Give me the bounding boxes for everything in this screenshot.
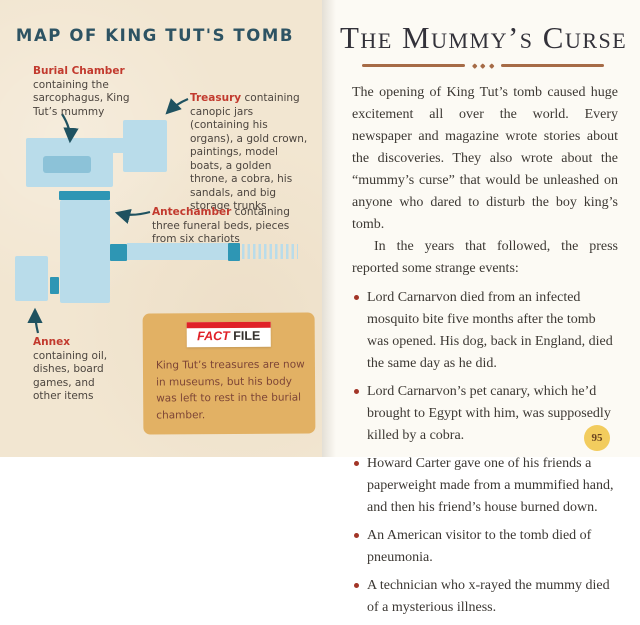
treasury-room [123,120,167,172]
list-item [352,575,618,619]
treasury-arrow [167,99,188,113]
antechamber-label [152,206,310,247]
bullet-icon [354,295,359,300]
bullet-icon [354,583,359,588]
annex-label-text: containing oil, dishes, board games, and other items [33,349,108,402]
bullet-icon [354,389,359,394]
annex-room [15,256,48,301]
list-item [352,453,618,519]
list-item-text: An American visitor to the tomb died of pneumonia. [367,528,592,565]
entrance-door-inner [110,244,127,261]
bullet-icon [354,533,359,538]
annex-arrow [35,310,38,333]
list-item-text: A technician who x-rayed the mummy died of a mysterious illness. [367,578,610,615]
list-item-text: Lord Carnarvon died from an infected mosquito bite five months after the tomb was opened. His dog, back in England, died the same day as he did. [367,290,613,371]
list-item-text: Lord Carnarvon’s pet canary, which he’d brought to Egypt with him, was supposedly killed by a cobra. [367,384,611,443]
list-item [352,525,618,569]
paragraph-intro: The opening of King Tut’s tomb caused huge excitement all over the world. Every newspaper and magazine wrote stories about the discoveries. They also wrote about the “mummy’s curse” that would be unleashed on anyone who dared to disturb the boy king’s tomb. [352,85,618,232]
map-page [0,0,322,457]
burial-chamber-label-term: Burial Chamber [33,65,125,77]
treasury-label-term: Treasury [190,92,242,104]
divider-dots [473,64,494,68]
fact-file-word-file: FILE [233,328,261,343]
chapter-title: The Mummy’s Curse [340,20,628,55]
list-item [352,287,618,375]
antechamber-arrow [117,212,150,215]
burial-chamber-door [59,191,110,200]
sarcophagus [43,156,91,173]
fact-file-badge-words [187,329,271,344]
antechamber-label-term: Antechamber [152,206,232,218]
antechamber-label-text: containing three funeral beds, pieces from six chariots [152,206,290,245]
divider-line-right [501,64,604,67]
map-title: MAP OF KING TUT'S TOMB [15,26,295,45]
annex-label-term: Annex [33,336,70,348]
annex-door [50,277,59,294]
bullet-icon [354,461,359,466]
annex-label [33,336,119,404]
page-number-badge: 95 [584,425,610,451]
title-divider [362,64,604,68]
fact-file-badge-bar [187,322,271,329]
paragraph-events: In the years that followed, the press reported some strange events: [352,239,618,276]
treasury-label-text: containing canopic jars (containing his organs), a gold crown, paintings, model boats, a golden throne, a cobra, his sandals, and big storage trunks [190,92,308,212]
fact-file-word-fact: FACT [197,328,230,344]
antechamber-corridor [60,200,110,303]
burial-chamber-label [33,65,131,119]
fact-file-text: King Tut’s treasures are now in museums, but his body was left to rest in the burial chamber. [155,358,305,422]
burial-chamber-label-text: containing the sarcophagus, King Tut’s mummy [33,78,130,118]
list-item-text: Howard Carter gave one of his friends a paperweight made from a mummified hand, and then his friend’s house burned down. [367,456,614,515]
treasury-label [190,92,310,214]
strange-events-list [352,287,618,619]
fact-file-box [143,312,316,434]
divider-line-left [362,64,465,67]
list-item [352,381,618,447]
fact-file-badge [187,322,271,348]
chapter-body [352,82,618,625]
text-page [322,0,640,615]
